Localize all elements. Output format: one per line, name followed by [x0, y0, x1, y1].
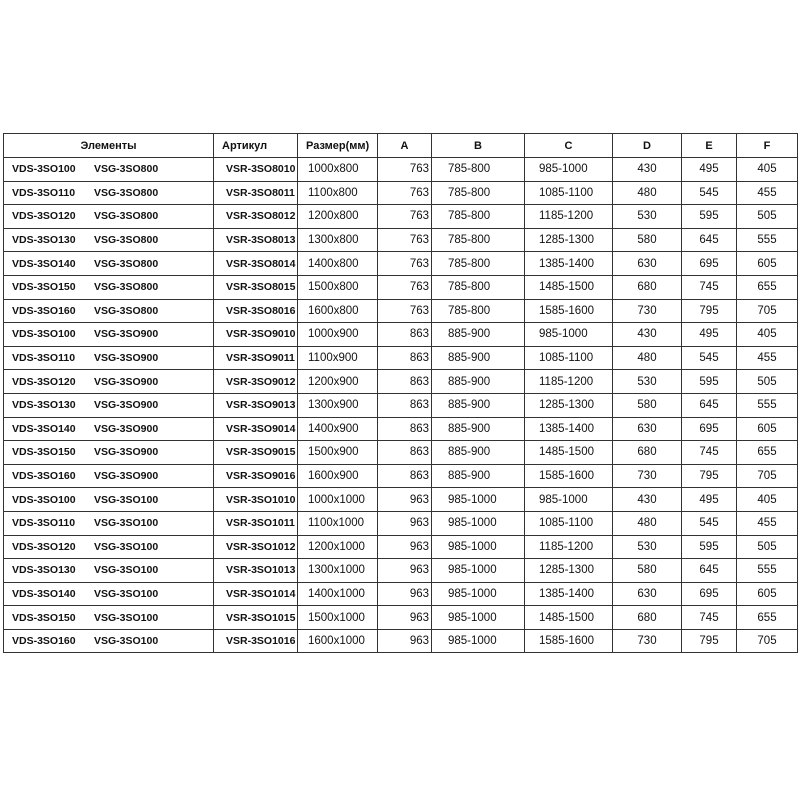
size-cell: 1000x800 — [298, 158, 378, 182]
e-cell: 745 — [682, 606, 737, 630]
size-cell: 1300x1000 — [298, 559, 378, 583]
b-cell: 885-900 — [432, 323, 525, 347]
size-cell: 1200x900 — [298, 370, 378, 394]
e-cell: 545 — [682, 511, 737, 535]
vds-code: VDS-3SO150 — [12, 446, 76, 459]
table-row — [4, 441, 798, 465]
f-cell: 705 — [737, 464, 798, 488]
d-cell: 730 — [613, 464, 682, 488]
a-cell: 763 — [378, 228, 432, 252]
c-cell: 1285-1300 — [525, 228, 613, 252]
e-cell: 695 — [682, 252, 737, 276]
c-cell: 1585-1600 — [525, 299, 613, 323]
vsg-code: VSG-3SO900 — [94, 399, 159, 412]
vds-code: VDS-3SO120 — [12, 540, 76, 553]
vds-code: VDS-3SO160 — [12, 470, 76, 483]
e-cell: 545 — [682, 346, 737, 370]
c-cell: 1085-1100 — [525, 511, 613, 535]
article-cell: VSR-3SO1015 — [214, 606, 298, 630]
f-cell: 605 — [737, 417, 798, 441]
vds-code: VDS-3SO120 — [12, 375, 76, 388]
f-cell: 705 — [737, 299, 798, 323]
a-cell: 963 — [378, 535, 432, 559]
vds-code: VDS-3SO140 — [12, 257, 76, 270]
elements-cell — [4, 158, 214, 182]
table-row — [4, 488, 798, 512]
vds-code: VDS-3SO100 — [12, 328, 76, 341]
b-cell: 785-800 — [432, 158, 525, 182]
table-row — [4, 417, 798, 441]
table-row — [4, 181, 798, 205]
vds-code: VDS-3SO100 — [12, 493, 76, 506]
vds-code: VDS-3SO150 — [12, 281, 76, 294]
vds-code: VDS-3SO120 — [12, 210, 76, 223]
vsg-code: VSG-3SO800 — [94, 281, 159, 294]
article-cell: VSR-3SO9011 — [214, 346, 298, 370]
header-elements: Элементы — [4, 134, 214, 158]
d-cell: 730 — [613, 299, 682, 323]
size-cell: 1600x1000 — [298, 629, 378, 653]
e-cell: 495 — [682, 323, 737, 347]
b-cell: 785-800 — [432, 205, 525, 229]
table-body — [4, 158, 798, 653]
a-cell: 763 — [378, 252, 432, 276]
d-cell: 430 — [613, 158, 682, 182]
article-cell: VSR-3SO8013 — [214, 228, 298, 252]
d-cell: 730 — [613, 629, 682, 653]
elements-cell — [4, 606, 214, 630]
c-cell: 1185-1200 — [525, 205, 613, 229]
table-row — [4, 629, 798, 653]
c-cell: 1285-1300 — [525, 559, 613, 583]
size-cell: 1100x900 — [298, 346, 378, 370]
elements-cell — [4, 393, 214, 417]
size-cell: 1500x900 — [298, 441, 378, 465]
table-row — [4, 252, 798, 276]
c-cell: 985-1000 — [525, 488, 613, 512]
spec-table — [3, 133, 798, 653]
c-cell: 1485-1500 — [525, 441, 613, 465]
d-cell: 530 — [613, 205, 682, 229]
f-cell: 655 — [737, 275, 798, 299]
e-cell: 595 — [682, 370, 737, 394]
b-cell: 785-800 — [432, 228, 525, 252]
f-cell: 505 — [737, 370, 798, 394]
vds-code: VDS-3SO140 — [12, 422, 76, 435]
table-row — [4, 275, 798, 299]
elements-cell — [4, 441, 214, 465]
size-cell: 1100x800 — [298, 181, 378, 205]
e-cell: 695 — [682, 582, 737, 606]
size-cell: 1400x1000 — [298, 582, 378, 606]
a-cell: 763 — [378, 299, 432, 323]
d-cell: 430 — [613, 323, 682, 347]
e-cell: 645 — [682, 393, 737, 417]
a-cell: 763 — [378, 275, 432, 299]
article-cell: VSR-3SO1016 — [214, 629, 298, 653]
e-cell: 795 — [682, 299, 737, 323]
header-f: F — [737, 134, 798, 158]
size-cell: 1100x1000 — [298, 511, 378, 535]
d-cell: 630 — [613, 582, 682, 606]
f-cell: 405 — [737, 158, 798, 182]
article-cell: VSR-3SO8011 — [214, 181, 298, 205]
size-cell: 1600x900 — [298, 464, 378, 488]
vsg-code: VSG-3SO900 — [94, 352, 159, 365]
table-row — [4, 299, 798, 323]
e-cell: 595 — [682, 535, 737, 559]
vsg-code: VSG-3SO800 — [94, 163, 159, 176]
f-cell: 555 — [737, 393, 798, 417]
c-cell: 1485-1500 — [525, 275, 613, 299]
c-cell: 1085-1100 — [525, 346, 613, 370]
b-cell: 985-1000 — [432, 559, 525, 583]
e-cell: 645 — [682, 228, 737, 252]
article-cell: VSR-3SO9014 — [214, 417, 298, 441]
article-cell: VSR-3SO1014 — [214, 582, 298, 606]
article-cell: VSR-3SO8012 — [214, 205, 298, 229]
b-cell: 785-800 — [432, 275, 525, 299]
elements-cell — [4, 275, 214, 299]
elements-cell — [4, 205, 214, 229]
vsg-code: VSG-3SO100 — [94, 564, 159, 577]
b-cell: 785-800 — [432, 299, 525, 323]
table-row — [4, 606, 798, 630]
c-cell: 1585-1600 — [525, 464, 613, 488]
a-cell: 963 — [378, 559, 432, 583]
table-row — [4, 370, 798, 394]
elements-cell — [4, 323, 214, 347]
b-cell: 985-1000 — [432, 511, 525, 535]
elements-cell — [4, 582, 214, 606]
table-row — [4, 323, 798, 347]
a-cell: 863 — [378, 464, 432, 488]
header-a: A — [378, 134, 432, 158]
size-cell: 1000x1000 — [298, 488, 378, 512]
c-cell: 985-1000 — [525, 323, 613, 347]
b-cell: 885-900 — [432, 393, 525, 417]
c-cell: 1185-1200 — [525, 370, 613, 394]
c-cell: 1285-1300 — [525, 393, 613, 417]
c-cell: 1385-1400 — [525, 417, 613, 441]
vsg-code: VSG-3SO800 — [94, 234, 159, 247]
header-c: C — [525, 134, 613, 158]
article-cell: VSR-3SO8010 — [214, 158, 298, 182]
c-cell: 1185-1200 — [525, 535, 613, 559]
a-cell: 763 — [378, 158, 432, 182]
d-cell: 530 — [613, 535, 682, 559]
article-cell: VSR-3SO1011 — [214, 511, 298, 535]
size-cell: 1300x900 — [298, 393, 378, 417]
vsg-code: VSG-3SO900 — [94, 470, 159, 483]
b-cell: 985-1000 — [432, 535, 525, 559]
vds-code: VDS-3SO140 — [12, 587, 76, 600]
elements-cell — [4, 346, 214, 370]
b-cell: 985-1000 — [432, 488, 525, 512]
elements-cell — [4, 488, 214, 512]
d-cell: 580 — [613, 393, 682, 417]
vsg-code: VSG-3SO900 — [94, 446, 159, 459]
c-cell: 1385-1400 — [525, 582, 613, 606]
table-row — [4, 346, 798, 370]
vds-code: VDS-3SO130 — [12, 399, 76, 412]
vds-code: VDS-3SO110 — [12, 517, 76, 530]
elements-cell — [4, 464, 214, 488]
vsg-code: VSG-3SO100 — [94, 611, 159, 624]
c-cell: 1585-1600 — [525, 629, 613, 653]
vds-code: VDS-3SO100 — [12, 163, 76, 176]
f-cell: 505 — [737, 205, 798, 229]
elements-cell — [4, 511, 214, 535]
b-cell: 885-900 — [432, 441, 525, 465]
article-cell: VSR-3SO1013 — [214, 559, 298, 583]
table-row — [4, 559, 798, 583]
article-cell: VSR-3SO8016 — [214, 299, 298, 323]
f-cell: 405 — [737, 323, 798, 347]
vsg-code: VSG-3SO100 — [94, 635, 159, 648]
vds-code: VDS-3SO110 — [12, 352, 76, 365]
b-cell: 985-1000 — [432, 629, 525, 653]
e-cell: 795 — [682, 629, 737, 653]
article-cell: VSR-3SO9013 — [214, 393, 298, 417]
c-cell: 1485-1500 — [525, 606, 613, 630]
vsg-code: VSG-3SO900 — [94, 422, 159, 435]
table-row — [4, 158, 798, 182]
table-row — [4, 228, 798, 252]
e-cell: 495 — [682, 158, 737, 182]
f-cell: 555 — [737, 559, 798, 583]
vsg-code: VSG-3SO800 — [94, 257, 159, 270]
table-row — [4, 393, 798, 417]
article-cell: VSR-3SO9010 — [214, 323, 298, 347]
d-cell: 580 — [613, 559, 682, 583]
c-cell: 1385-1400 — [525, 252, 613, 276]
a-cell: 863 — [378, 393, 432, 417]
table-row — [4, 511, 798, 535]
article-cell: VSR-3SO9012 — [214, 370, 298, 394]
table-row — [4, 464, 798, 488]
d-cell: 630 — [613, 252, 682, 276]
vds-code: VDS-3SO150 — [12, 611, 76, 624]
vsg-code: VSG-3SO900 — [94, 328, 159, 341]
header-e: E — [682, 134, 737, 158]
table-row — [4, 535, 798, 559]
d-cell: 680 — [613, 441, 682, 465]
e-cell: 695 — [682, 417, 737, 441]
b-cell: 785-800 — [432, 252, 525, 276]
elements-cell — [4, 370, 214, 394]
article-cell: VSR-3SO1010 — [214, 488, 298, 512]
a-cell: 763 — [378, 181, 432, 205]
a-cell: 963 — [378, 511, 432, 535]
f-cell: 455 — [737, 511, 798, 535]
c-cell: 985-1000 — [525, 158, 613, 182]
e-cell: 645 — [682, 559, 737, 583]
f-cell: 705 — [737, 629, 798, 653]
b-cell: 985-1000 — [432, 606, 525, 630]
f-cell: 655 — [737, 441, 798, 465]
vds-code: VDS-3SO110 — [12, 186, 76, 199]
elements-cell — [4, 181, 214, 205]
article-cell: VSR-3SO8014 — [214, 252, 298, 276]
f-cell: 555 — [737, 228, 798, 252]
f-cell: 605 — [737, 582, 798, 606]
e-cell: 745 — [682, 275, 737, 299]
d-cell: 430 — [613, 488, 682, 512]
size-cell: 1500x1000 — [298, 606, 378, 630]
f-cell: 405 — [737, 488, 798, 512]
header-d: D — [613, 134, 682, 158]
article-cell: VSR-3SO9016 — [214, 464, 298, 488]
e-cell: 745 — [682, 441, 737, 465]
a-cell: 963 — [378, 582, 432, 606]
size-cell: 1000x900 — [298, 323, 378, 347]
size-cell: 1300x800 — [298, 228, 378, 252]
vsg-code: VSG-3SO800 — [94, 186, 159, 199]
a-cell: 863 — [378, 441, 432, 465]
f-cell: 505 — [737, 535, 798, 559]
b-cell: 785-800 — [432, 181, 525, 205]
vds-code: VDS-3SO160 — [12, 635, 76, 648]
b-cell: 885-900 — [432, 346, 525, 370]
d-cell: 480 — [613, 511, 682, 535]
size-cell: 1200x800 — [298, 205, 378, 229]
vsg-code: VSG-3SO100 — [94, 493, 159, 506]
elements-cell — [4, 299, 214, 323]
vds-code: VDS-3SO160 — [12, 304, 76, 317]
d-cell: 480 — [613, 181, 682, 205]
e-cell: 495 — [682, 488, 737, 512]
a-cell: 963 — [378, 606, 432, 630]
f-cell: 605 — [737, 252, 798, 276]
d-cell: 630 — [613, 417, 682, 441]
vsg-code: VSG-3SO800 — [94, 210, 159, 223]
d-cell: 680 — [613, 606, 682, 630]
d-cell: 530 — [613, 370, 682, 394]
a-cell: 963 — [378, 629, 432, 653]
c-cell: 1085-1100 — [525, 181, 613, 205]
vds-code: VDS-3SO130 — [12, 564, 76, 577]
f-cell: 455 — [737, 181, 798, 205]
vsg-code: VSG-3SO100 — [94, 517, 159, 530]
vds-code: VDS-3SO130 — [12, 234, 76, 247]
a-cell: 863 — [378, 370, 432, 394]
d-cell: 680 — [613, 275, 682, 299]
b-cell: 985-1000 — [432, 582, 525, 606]
elements-cell — [4, 559, 214, 583]
size-cell: 1200x1000 — [298, 535, 378, 559]
size-cell: 1400x900 — [298, 417, 378, 441]
a-cell: 863 — [378, 417, 432, 441]
d-cell: 480 — [613, 346, 682, 370]
article-cell: VSR-3SO1012 — [214, 535, 298, 559]
e-cell: 595 — [682, 205, 737, 229]
e-cell: 545 — [682, 181, 737, 205]
table-row — [4, 582, 798, 606]
spec-table-container — [3, 133, 797, 653]
table-row — [4, 205, 798, 229]
d-cell: 580 — [613, 228, 682, 252]
header-b: B — [432, 134, 525, 158]
elements-cell — [4, 629, 214, 653]
size-cell: 1500x800 — [298, 275, 378, 299]
article-cell: VSR-3SO9015 — [214, 441, 298, 465]
b-cell: 885-900 — [432, 370, 525, 394]
article-cell: VSR-3SO8015 — [214, 275, 298, 299]
vsg-code: VSG-3SO100 — [94, 540, 159, 553]
vsg-code: VSG-3SO100 — [94, 587, 159, 600]
elements-cell — [4, 252, 214, 276]
header-size: Размер(мм) — [298, 134, 378, 158]
e-cell: 795 — [682, 464, 737, 488]
vsg-code: VSG-3SO900 — [94, 375, 159, 388]
header-article: Артикул — [214, 134, 298, 158]
f-cell: 655 — [737, 606, 798, 630]
vsg-code: VSG-3SO800 — [94, 304, 159, 317]
size-cell: 1400x800 — [298, 252, 378, 276]
header-row — [4, 134, 798, 158]
elements-cell — [4, 228, 214, 252]
b-cell: 885-900 — [432, 417, 525, 441]
f-cell: 455 — [737, 346, 798, 370]
elements-cell — [4, 535, 214, 559]
a-cell: 863 — [378, 323, 432, 347]
size-cell: 1600x800 — [298, 299, 378, 323]
a-cell: 763 — [378, 205, 432, 229]
a-cell: 863 — [378, 346, 432, 370]
elements-cell — [4, 417, 214, 441]
a-cell: 963 — [378, 488, 432, 512]
b-cell: 885-900 — [432, 464, 525, 488]
